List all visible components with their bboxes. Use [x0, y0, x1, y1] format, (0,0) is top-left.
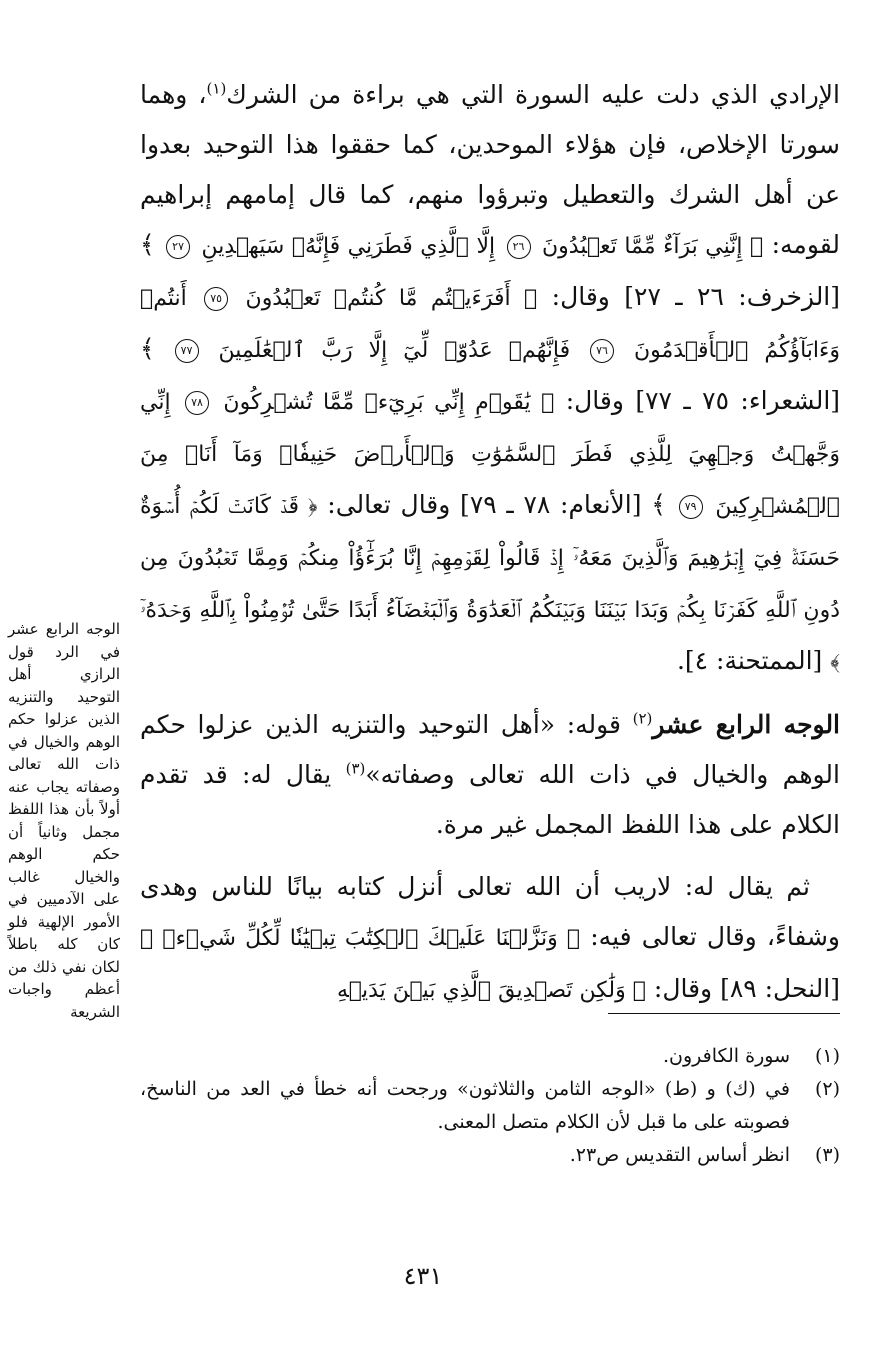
text-run: الإرادي الذي دلت عليه السورة التي هي براءة من الشرك: [226, 80, 841, 109]
verse-number-marker: ٢٧: [166, 235, 190, 259]
footnote: [140, 1073, 840, 1139]
footnote-number: (٣): [814, 1144, 840, 1166]
footnote-ref-1[interactable]: (١): [206, 79, 227, 98]
footnote-number: (٢): [814, 1078, 840, 1100]
citation: [الممتحنة: ٤].: [676, 646, 831, 675]
text-run: قوله: «أهل التوحيد والتنزيه الذين عزلوا حكم الوهم والخيال في ذات الله تعالى وصفاته»: [140, 710, 840, 789]
quran-verse: فَإِنَّهُمۡ عَدُوّٞ لِّيٓ إِلَّا رَبَّ ٱلۡعَٰلَمِينَ: [218, 338, 571, 363]
verse-number-marker: ٧٧: [175, 339, 199, 363]
page-number: ٤٣١: [403, 1262, 443, 1290]
quran-verse: إِنِّي وَجَّهۡتُ وَجۡهِيَ لِلَّذِي فَطَرَ ٱلسَّمَٰوَٰتِ وَٱلۡأَرۡضَ حَنِيفٗاۖ وَمَآ أَنَا۠ مِنَ ٱلۡمُشۡرِكِينَ: [140, 390, 841, 519]
footnote-text: سورة الكافرون.: [663, 1045, 790, 1067]
footnote: [140, 1139, 840, 1172]
footnote-number: (١): [814, 1045, 840, 1067]
quran-verse: إِلَّا ٱلَّذِي فَطَرَنِي فَإِنَّهُۥ سَيَهۡدِينِ: [201, 234, 496, 259]
footnote-separator: [608, 1013, 840, 1014]
quran-verse: ﴿ وَنَزَّلۡنَا عَلَيۡكَ ٱلۡكِتَٰبَ تِبۡيَٰنٗا لِّكُلِّ شَيۡءٖ ﴾: [140, 926, 581, 951]
verse-number-marker: ٢٦: [507, 235, 531, 259]
quran-verse: ﴿ إِنَّنِي بَرَآءٌ مِّمَّا تَعۡبُدُونَ: [542, 234, 764, 259]
quran-verse: ﴿ أَفَرَءَيۡتُم مَّا كُنتُمۡ تَعۡبُدُونَ: [245, 286, 538, 311]
footnote: [140, 1040, 840, 1073]
quran-verse: ﴿ يَٰقَوۡمِ إِنِّي بَرِيٓءٞ مِّمَّا تُشۡرِكُونَ: [223, 390, 555, 415]
text-run: ثم يقال له: لاريب أن الله تعالى أنزل كتابه بيانًا للناس وهدى وشفاءً، وقال تعالى فيه:: [140, 872, 840, 951]
paragraph-2: [140, 700, 840, 850]
text-run: ، وهما سورتا الإخلاص، فإن هؤلاء الموحدين، كما حققوا هذا التوحيد بعدوا عن أهل الشرك والتعطيل وتبرؤوا منهم، كما قال إمامهم إبراهيم لقومه:: [140, 80, 841, 259]
paragraph-1: [140, 70, 840, 688]
section-heading: الوجه الرابع عشر: [652, 710, 841, 739]
main-text: [140, 70, 840, 1016]
verse-number-marker: ٧٥: [204, 287, 228, 311]
quran-verse: ﴿ وَلَٰكِن تَصۡدِيقَ ٱلَّذِي بَيۡنَ يَدَيۡهِ: [336, 978, 646, 1003]
footnotes: [140, 1040, 840, 1172]
citation: ﴾ [الشعراء: ٧٥ ـ ٧٧] وقال:: [140, 334, 841, 415]
text-run: يقال له: قد تقدم الكلام على هذا اللفظ المجمل غير مرة.: [140, 760, 840, 839]
footnote-ref-2[interactable]: (٢): [632, 709, 653, 728]
footnote-ref-3[interactable]: (٣): [345, 759, 366, 778]
citation: [النحل: ٨٩] وقال:: [645, 974, 840, 1003]
footnote-text: في (ك) و (ط) «الوجه الثامن والثلاثون» ورجحت أنه خطأ في العد من الناسخ، فصوبته على ما قبل لأن الكلام متصل المعنى.: [140, 1078, 790, 1133]
quran-verse: ﴿ قَدۡ كَانَتۡ لَكُمۡ أُسۡوَةٌ حَسَنَةٞ فِيٓ إِبۡرَٰهِيمَ وَٱلَّذِينَ مَعَهُۥٓ إِذۡ قَالُواْ لِقَوۡمِهِمۡ إِنَّا بُرَءَٰٓؤُاْ مِنكُمۡ وَمِمَّا تَعۡبُدُونَ مِن دُونِ ٱللَّهِ كَفَرۡنَا بِكُمۡ وَبَدَا بَيۡنَنَا وَبَيۡنَكُمُ ٱلۡعَدَٰوَةُ وَٱلۡبَغۡضَآءُ أَبَدًا حَتَّىٰ تُؤۡمِنُواْ بِٱللَّهِ وَحۡدَهُۥٓ ﴾: [140, 494, 840, 675]
verse-number-marker: ٧٨: [185, 391, 209, 415]
verse-number-marker: ٧٦: [590, 339, 614, 363]
paragraph-3: [140, 862, 840, 1016]
margin-note: الوجه الرابع عشر في الرد قول الرازي أهل التوحيد والتنزيه الذين عزلوا حكم الوهم والخيال في ذات الله تعالى وصفاته يجاب عنه أولاً بأن هذا اللفظ مجمل وثانياً أن حكم الوهم والخيال غالب على الآدميين في الأمور الإلهية فلو كان كله باطلاً لكان نفي ذلك من أعظم واجبات الشريعة: [8, 620, 120, 1021]
citation: ﴾ [الأنعام: ٧٨ ـ ٧٩] وقال تعالى:: [317, 490, 666, 519]
citation: ﴾ [الزخرف: ٢٦ ـ ٢٧] وقال:: [140, 230, 841, 311]
footnote-text: انظر أساس التقديس ص٢٣.: [569, 1144, 790, 1166]
quran-verse: أَنتُمۡ وَءَابَآؤُكُمُ ٱلۡأَقۡدَمُونَ: [140, 286, 840, 363]
verse-number-marker: ٧٩: [679, 495, 703, 519]
